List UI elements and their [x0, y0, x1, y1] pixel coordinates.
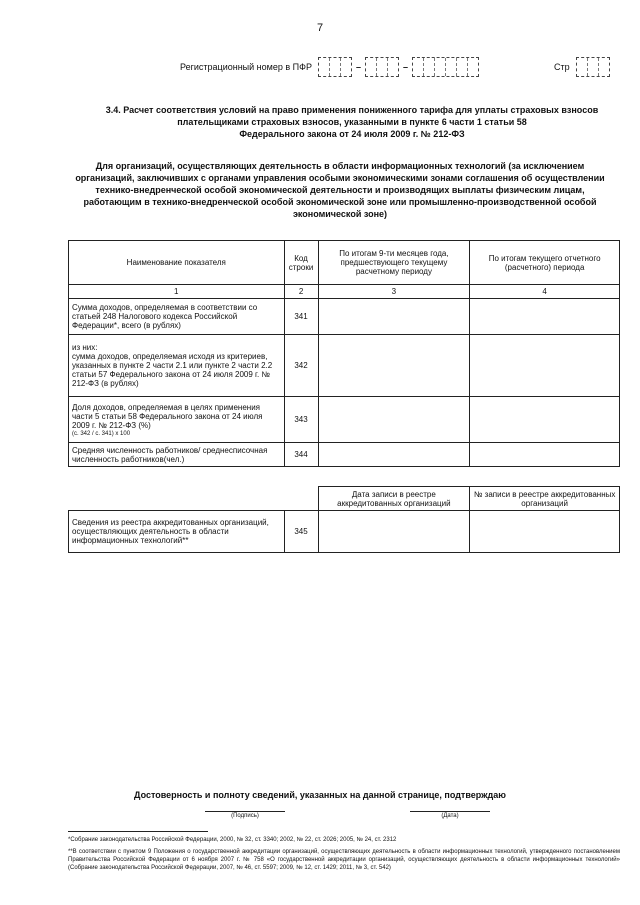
header-nine-months: По итогам 9-ти месяцев года, предшествующего текущему расчетному периоду — [318, 241, 470, 285]
page-number: 7 — [316, 22, 324, 34]
tariff-calculation-table — [68, 240, 620, 467]
column-number: 2 — [284, 285, 318, 299]
section-title: 3.4. Расчет соответствия условий на право применения пониженного тарифа для уплаты страховых взносов плательщиками страховых взносов, указанными в пункте 6 части 1 статьи 58 Федерального закона от 24 июля 2009 г. № 212-ФЗ — [105, 105, 599, 139]
reg-group-1[interactable] — [318, 57, 352, 77]
column-number: 4 — [470, 285, 620, 299]
row-label: Сумма доходов, определяемая в соответствии со статьей 248 Налогового кодекса Российской Федерации*, всего (в рублях) — [69, 299, 285, 335]
row-label: Средняя численность работников/ среднесписочная численность работников(чел.) — [69, 443, 285, 467]
column-number: 3 — [318, 285, 470, 299]
registry-date-cell[interactable] — [318, 511, 470, 553]
value-cell-current-period[interactable] — [470, 335, 620, 397]
value-cell-current-period[interactable] — [470, 299, 620, 335]
value-cell-current-period[interactable] — [470, 397, 620, 443]
page-field — [554, 56, 610, 78]
header-row-code: Код строки — [284, 241, 318, 285]
row-code: 341 — [284, 299, 318, 335]
column-number: 1 — [69, 285, 285, 299]
table-row-341 — [69, 299, 620, 335]
page-field-cells[interactable] — [576, 57, 610, 77]
row-code: 343 — [284, 397, 318, 443]
signature-line[interactable] — [205, 811, 285, 812]
date-line[interactable] — [410, 811, 490, 812]
row-label: Доля доходов, определяемая в целях применения части 5 статьи 58 Федерального закона от 24 июля 2009 г. № 212-ФЗ (%) — [72, 402, 263, 430]
confirmation-text: Достоверность и полноту сведений, указанных на данной странице, подтверждаю — [134, 790, 506, 800]
reg-separator: – — [355, 62, 361, 72]
header-current-period: По итогам текущего отчетного (расчетного) периода — [470, 241, 620, 285]
pfr-registration-number — [180, 56, 479, 78]
row-code: 345 — [284, 511, 318, 553]
accreditation-registry-table — [68, 486, 620, 553]
value-cell-nine-months[interactable] — [318, 397, 470, 443]
footnote-divider — [68, 831, 208, 832]
table-row-344 — [69, 443, 620, 467]
table-row-342 — [69, 335, 620, 397]
row-label: из них: сумма доходов, определяемая исходя из критериев, указанных в пункте 2 части 2.1 или пункте 2 части 2.2 статьи 57 Федерального закона от 24 июля 2009 г. № 212-ФЗ (в рублях) — [69, 335, 285, 397]
registry-number-cell[interactable] — [470, 511, 620, 553]
header-registry-date: Дата записи в реестре аккредитованных организаций — [318, 487, 470, 511]
footnote-1: *Собрание законодательства Российской Федерации, 2000, № 32, ст. 3340; 2002, № 22, ст. 2026; 2005, № 24, ст. 2312 — [68, 837, 397, 843]
row-code: 342 — [284, 335, 318, 397]
value-cell-nine-months[interactable] — [318, 299, 470, 335]
signature-caption: (Подпись) — [231, 813, 259, 819]
value-cell-nine-months[interactable] — [318, 335, 470, 397]
footnote-2: **В соответствии с пунктом 9 Положения о государственной аккредитации организаций, осуществляющих деятельность в области информационных технологий, утвержденного постановлением Правительства Российской Федерации от 6 ноября 2007 г. № 758 «О государственной аккредитации организаций, осуществляющих деятельность в области информационных технологий» (Собрание законодательства Российской Федерации, 2007, № 46, ст. 5597; 2009, № 12, ст. 1429; 2011, № 3, ст. 542) — [68, 849, 620, 871]
row-formula: (с. 342 / с. 341) x 100 — [72, 430, 131, 437]
table-row-343 — [69, 397, 620, 443]
pfr-registration-label: Регистрационный номер в ПФР — [180, 62, 312, 72]
page-field-label: Стр — [554, 62, 570, 72]
table-row-345 — [69, 511, 620, 553]
date-caption: (Дата) — [441, 813, 459, 819]
row-label: Сведения из реестра аккредитованных организаций, осуществляющих деятельность в области информационных технологий** — [69, 511, 285, 553]
row-code: 344 — [284, 443, 318, 467]
header-registry-number: № записи в реестре аккредитованных организаций — [470, 487, 620, 511]
row-label-cell — [69, 397, 285, 443]
value-cell-nine-months[interactable] — [318, 443, 470, 467]
reg-group-3[interactable] — [412, 57, 479, 77]
header-indicator-name: Наименование показателя — [69, 241, 285, 285]
reg-separator: – — [402, 62, 408, 72]
section-intro: Для организаций, осуществляющих деятельность в области информационных технологий (за исключением организаций, заключивших с органами управления особыми экономическими зонами соглашения об осуществлении технико-внедренческой особой экономической деятельности и производящих выплаты физическим лицам, работающим в технико-внедренческой особой экономической зоне или промышленно-производственной особой экономической зоне) — [75, 161, 605, 219]
reg-group-2[interactable] — [365, 57, 399, 77]
value-cell-current-period[interactable] — [470, 443, 620, 467]
